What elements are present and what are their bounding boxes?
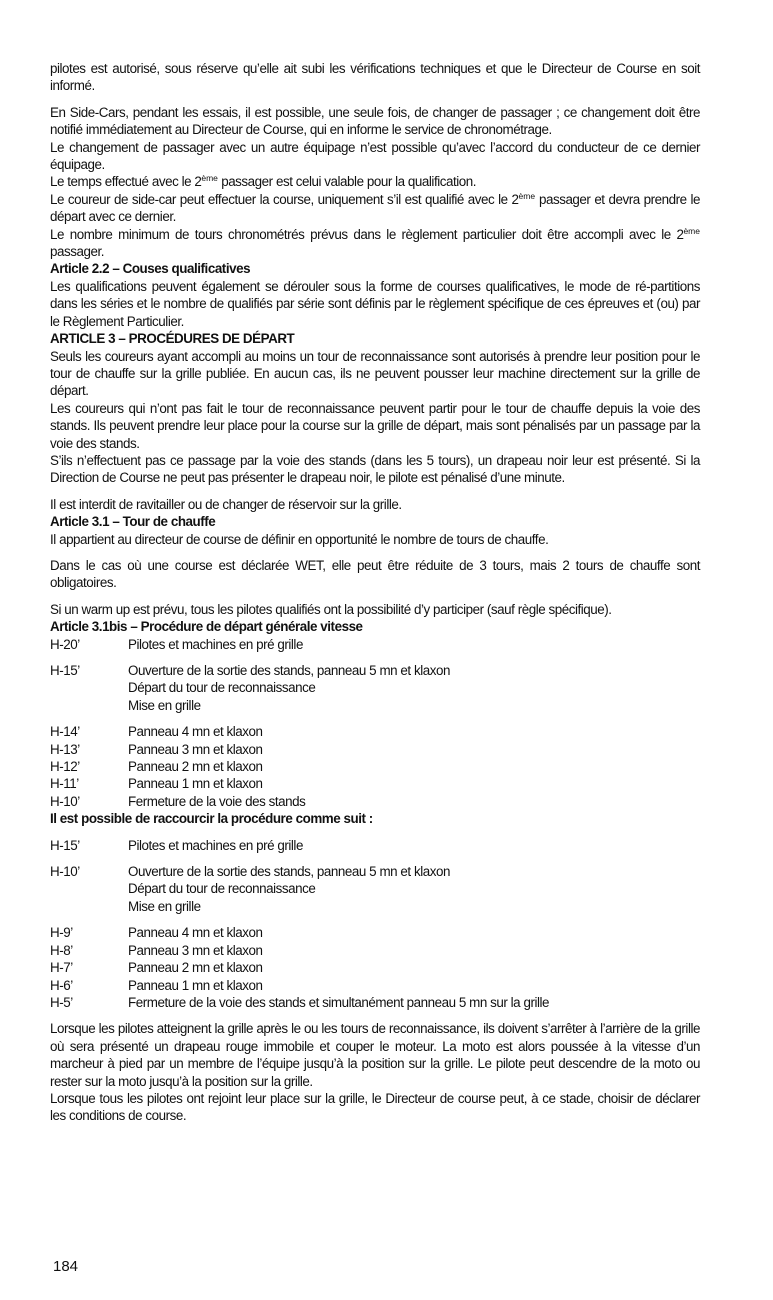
schedule-time: H-15’ [50, 663, 80, 678]
schedule-description-line: Panneau 4 mn et klaxon [128, 724, 263, 740]
schedule-description-line: Pilotes et machines en pré grille [128, 837, 303, 853]
schedule-row [50, 775, 700, 792]
schedule-description-line: Départ du tour de reconnaissance [128, 680, 316, 696]
schedule-description [128, 723, 700, 740]
schedule-row [50, 942, 700, 959]
schedule-description [128, 994, 700, 1011]
shorten-procedure-heading: Il est possible de raccourcir la procédure comme suit : [50, 811, 373, 827]
schedule-description-line: Panneau 1 mn et klaxon [128, 977, 263, 993]
article-3-1bis-title: Article 3.1bis – Procédure de départ générale vitesse [50, 619, 363, 635]
schedule-description-line: Mise en grille [128, 898, 201, 914]
article-3-text-1: Seuls les coureurs ayant accompli au moins un tour de reconnaissance sont autorisés à prendre leur position pour le tour de chauffe sur la grille publiée. En aucun cas, ils ne peuvent pousser leur machine directement sur la grille de départ. [50, 348, 700, 399]
schedule-row [50, 758, 700, 775]
schedule-row [50, 741, 700, 758]
schedule-description-line: Départ du tour de reconnaissance [128, 881, 316, 897]
schedule-time: H-10’ [50, 864, 80, 880]
schedule-row [50, 723, 700, 740]
schedule-time: H-10’ [50, 793, 80, 809]
schedule-description-line: Fermeture de la voie des stands et simultanément panneau 5 mn sur la grille [128, 994, 550, 1010]
schedule-description [128, 793, 700, 810]
paragraph-intro: pilotes est autorisé, sous réserve qu’elle ait subi les vérifications techniques et que le Directeur de Course en soit informé. [50, 61, 700, 94]
schedule-description [128, 942, 700, 959]
schedule-description-line: Pilotes et machines en pré grille [128, 636, 303, 652]
schedule-time: H-9’ [50, 925, 73, 941]
schedule-description-line: Ouverture de la sortie des stands, panneau 5 mn et klaxon [128, 864, 450, 880]
schedule-description-line: Panneau 4 mn et klaxon [128, 925, 263, 941]
schedule-block [50, 662, 700, 714]
schedule-row [50, 636, 700, 653]
paragraph-sidecars-3: Le temps effectué avec le 2ème passager est celui valable pour la qualification. [50, 173, 477, 190]
schedule-time: H-15’ [50, 837, 80, 853]
schedule-time: H-8’ [50, 942, 73, 958]
schedule-block [50, 837, 700, 854]
page-number: 184 [53, 1258, 79, 1275]
schedule-row [50, 924, 700, 941]
paragraph-sidecars-5: Le nombre minimum de tours chronométrés prévus dans le règlement particulier doit être accompli avec le 2ème passager. [50, 225, 700, 260]
schedule-description-line: Ouverture de la sortie des stands, panneau 5 mn et klaxon [128, 663, 450, 678]
article-3-text-2: Les coureurs qui n’ont pas fait le tour de reconnaissance peuvent partir pour le tour de chauffe depuis la voie des stands. Ils peuvent prendre leur place pour la course sur la grille de départ, mais sont pénalisés par un passage par la voie des stands. [50, 400, 700, 451]
article-3-1-title: Article 3.1 – Tour de chauffe [50, 514, 216, 530]
article-2-2-title: Article 2.2 – Couses qualificatives [50, 261, 251, 277]
schedule-description-line: Panneau 3 mn et klaxon [128, 942, 263, 958]
article-2-2-text: Les qualifications peuvent également se dérouler sous la forme de courses qualificatives, le mode de ré-partitions dans les séries et le nombre de qualifiés par série sont définis par le règlement spécifique de ces épreuves et (ou) par le Règlement Particulier. [50, 278, 700, 329]
schedule-time: H-14’ [50, 724, 80, 740]
schedule-description [128, 636, 700, 653]
schedule-time: H-11’ [50, 776, 79, 792]
schedule-block [50, 636, 700, 653]
schedule-description [128, 837, 700, 854]
paragraph-sidecars-2: Le changement de passager avec un autre équipage n’est possible qu’avec l’accord du conducteur de ce dernier équipage. [50, 139, 700, 173]
schedule-time: H-6’ [50, 977, 73, 993]
schedule-row [50, 863, 700, 915]
schedule-description-line: Panneau 1 mn et klaxon [128, 776, 263, 792]
schedule-block [50, 723, 700, 810]
schedule-description-line: Fermeture de la voie des stands [128, 793, 306, 809]
schedule-description [128, 775, 700, 792]
schedule-description [128, 662, 700, 714]
schedule-time: H-20’ [50, 636, 80, 652]
schedule-block [50, 924, 700, 1011]
article-3-text-3: S’ils n’effectuent pas ce passage par la voie des stands (dans les 5 tours), un drapeau noir leur est présenté. Si la Direction de Course ne peut pas présenter le drapeau noir, le pilote est pénalisé d’une minute. [50, 452, 700, 486]
schedule-time: H-7’ [50, 960, 73, 976]
schedule-row [50, 793, 700, 810]
article-3-text-4: Il est interdit de ravitailler ou de changer de réservoir sur la grille. [50, 496, 402, 512]
schedule-description [128, 758, 700, 775]
schedule-description-line: Panneau 2 mn et klaxon [128, 960, 263, 976]
article-3-1-text-2: Dans le cas où une course est déclarée WET, elle peut être réduite de 3 tours, mais 2 tours de chauffe sont obligatoires. [50, 557, 700, 591]
article-3-1-text-3: Si un warm up est prévu, tous les pilotes qualifiés ont la possibilité d’y participer (sauf règle spécifique). [50, 601, 612, 617]
schedule-time: H-5’ [50, 994, 73, 1010]
schedule-description [128, 959, 700, 976]
grid-procedure-paragraph-1: Lorsque les pilotes atteignent la grille après le ou les tours de reconnaissance, ils doivent s’arrêter à l’arrière de la grille où sera présenté un drapeau rouge immobile et couper le moteur. La moto est alors poussée à la vitesse d’un marcheur à pied par un membre de l’équipe jusqu’à la position sur la grille. Le pilote peut descendre de la moto ou rester sur la moto jusqu’à la position sur la grille. [50, 1021, 700, 1089]
schedule-time: H-13’ [50, 741, 80, 757]
paragraph-sidecars-4: Le coureur de side-car peut effectuer la course, uniquement s’il est qualifié avec le 2ème passager et devra prendre le départ avec ce dernier. [50, 190, 700, 225]
schedule-row [50, 977, 700, 994]
schedule-description [128, 977, 700, 994]
article-3-1-text-1: Il appartient au directeur de course de définir en opportunité le nombre de tours de chauffe. [50, 531, 549, 547]
schedule-description [128, 924, 700, 941]
schedule-row [50, 837, 700, 854]
article-3-title: ARTICLE 3 – PROCÉDURES DE DÉPART [50, 331, 295, 347]
schedule-row [50, 994, 700, 1011]
paragraph-sidecars-1: En Side-Cars, pendant les essais, il est possible, une seule fois, de changer de passager ; ce changement doit être notifié immédiatement au Directeur de Course, qui en informe le service de chronométrage. [50, 104, 700, 138]
schedule-description-line: Mise en grille [128, 697, 201, 713]
schedule-description-line: Panneau 3 mn et klaxon [128, 741, 263, 757]
grid-procedure-paragraph-2: Lorsque tous les pilotes ont rejoint leur place sur la grille, le Directeur de course peut, à ce stade, choisir de déclarer les conditions de course. [50, 1090, 700, 1124]
schedule-description [128, 863, 700, 915]
schedule-description-line: Panneau 2 mn et klaxon [128, 759, 263, 775]
schedule-row [50, 959, 700, 976]
schedule-row [50, 662, 700, 714]
schedule-time: H-12’ [50, 759, 80, 775]
schedule-block [50, 863, 700, 915]
schedule-description [128, 741, 700, 758]
page-content [50, 60, 700, 1125]
